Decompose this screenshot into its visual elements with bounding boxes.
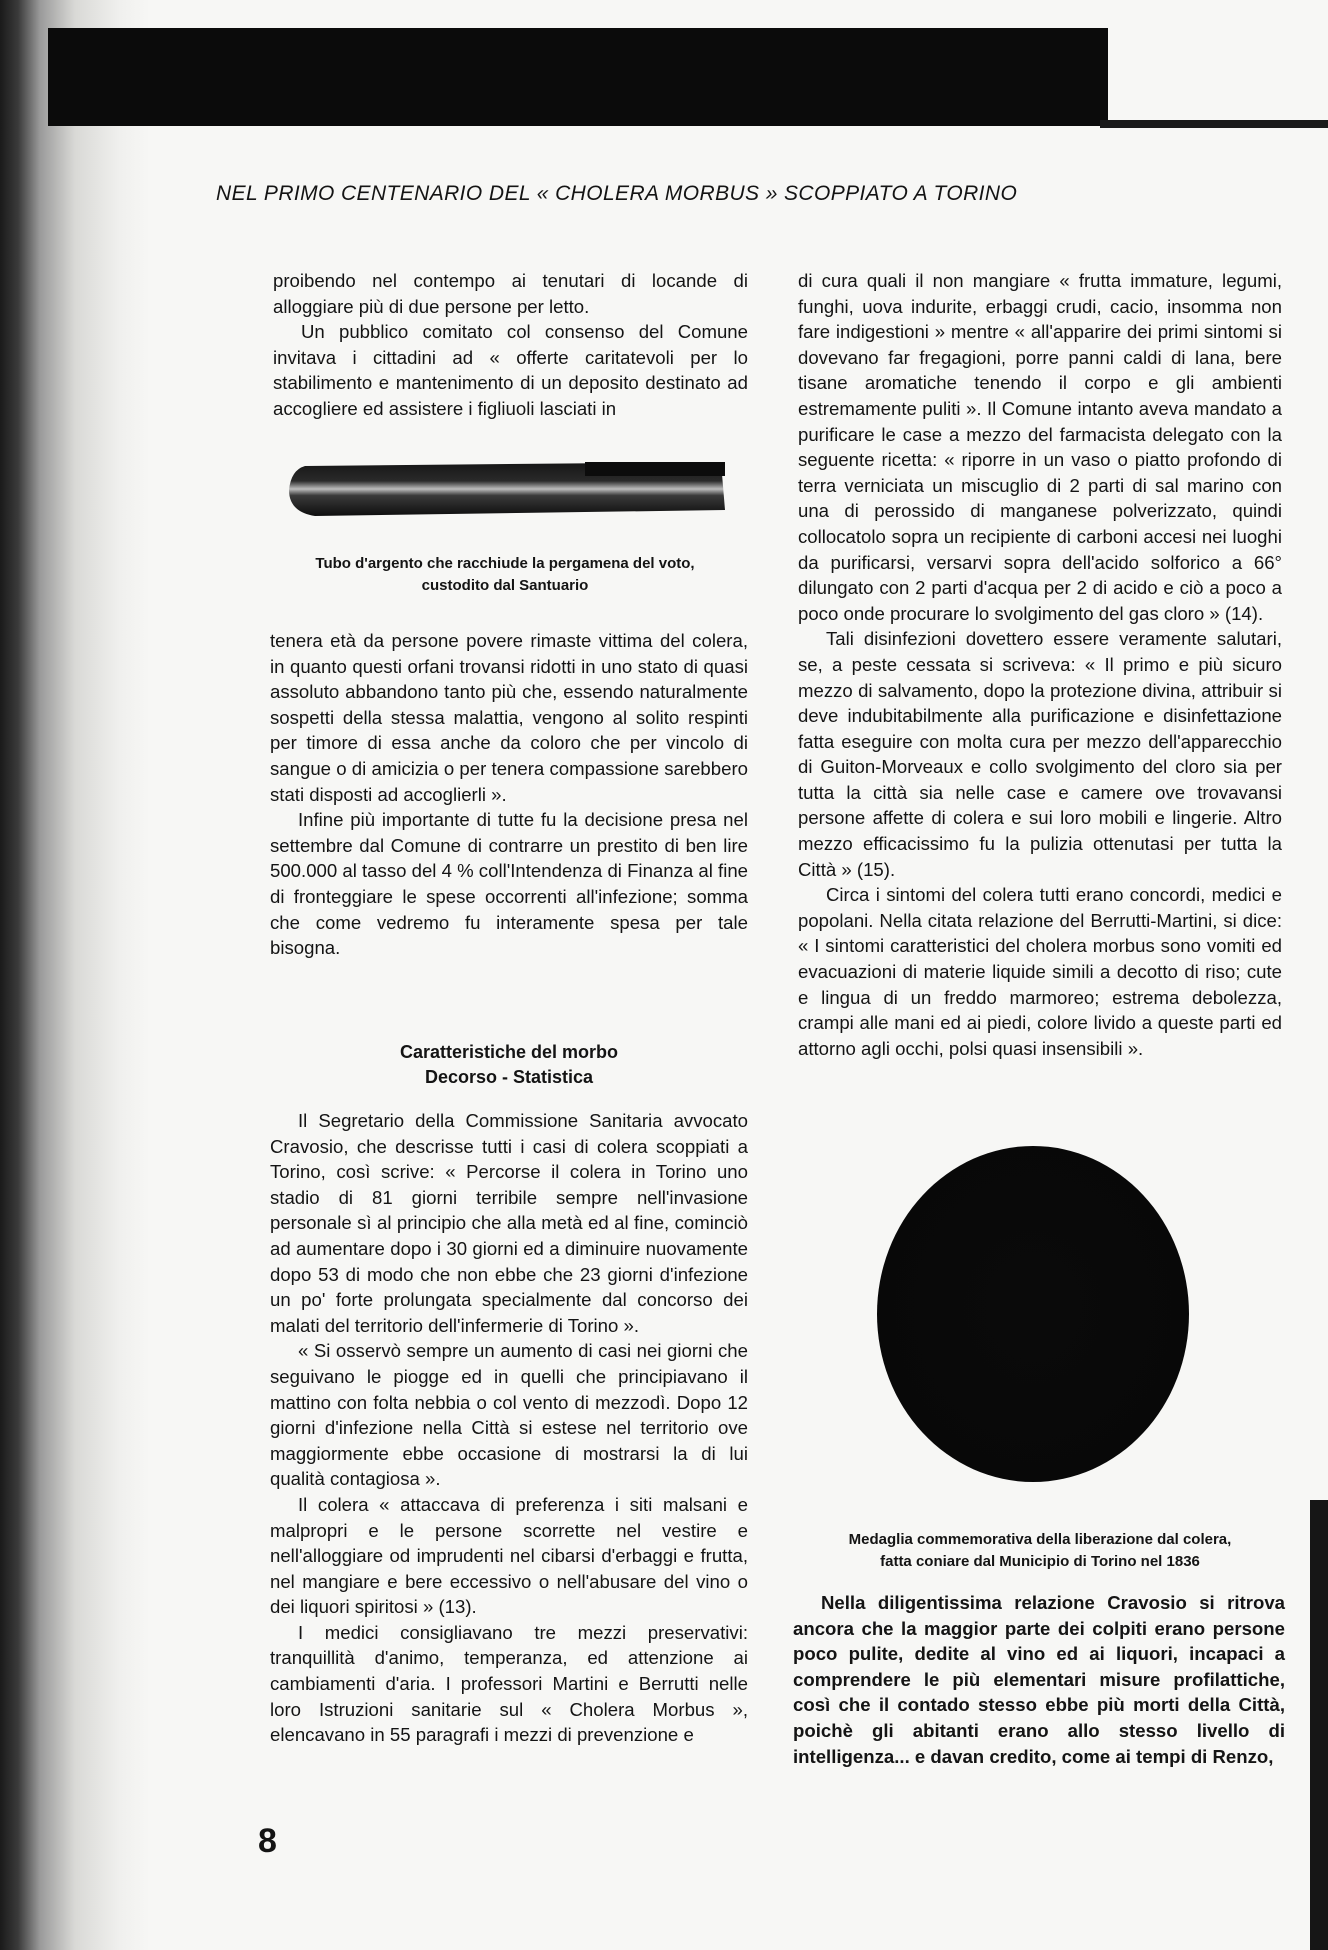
paragraph: I medici consigliavano tre mezzi preservativi: tranquillità d'animo, temperanza, ed attenzione ai cambiamenti d'aria. I professori Martini e Berrutti nelle loro Istruzioni sanitarie sul « Cholera Morbus », elencavano in 55 paragrafi i mezzi di prevenzione e	[270, 1621, 748, 1746]
section-heading-line: Caratteristiche del morbo	[399, 1042, 619, 1062]
silver-tube-photo	[285, 460, 729, 518]
paragraph: di cura quali il non mangiare « frutta immature, legumi, funghi, uova indurite, erbaggi crudi, cacio, insomma non fare indigestioni » mentre « all'apparire dei primi sintomi si dovevano far fregagioni, porre panni caldi di lana, bere tisane aromatiche tenendo il corpo e gli ambienti estremamente puliti ». Il Comune intanto aveva mandato a purificare le case a mezzo del farmacista delegato con la seguente ricetta: « riporre in un vaso o piatto profondo di terra verniciata un miscuglio di 2 parti di sal marino con una di perossido di manganese polverizzato, quindi collocatolo sopra un recipiente di carboni accesi nei luoghi da purificarsi, versarvi sopra dell'acido solforico a 66° dilungato con 2 parti d'acqua per 2 di acido e ciò a poco a poco onde procurare lo svolgimento del gas cloro » (14).	[798, 270, 1282, 624]
paragraph: « Si osservò sempre un aumento di casi nei giorni che seguivano le piogge ed in quelli che principiavano il mattino con folta nebbia o col vento di mezzodì. Dopo 12 giorni d'infezione nella Città si estese nel territorio ove maggiormente ebbe occasione di mostrarsi la di lui qualità contagiosa ».	[270, 1340, 748, 1490]
paragraph: Il colera « attaccava di preferenza i siti malsani e malpropri e le persone scorrette nel vestire e nell'alloggiare od imprudenti nel cibarsi d'erbaggi e frutta, nel mangiare e bere eccessivo o nell'abusare del vino o dei liquori spiritosi » (13).	[270, 1493, 748, 1618]
paragraph: Infine più importante di tutte fu la decisione presa nel settembre dal Comune di contrarre un prestito di ben lire 500.000 al tasso del 4 % coll'Intendenza di Finanza al fine di fronteggiare le spese occorrenti all'infezione; somma che come vedremo fu interamente spesa per tale bisogna.	[270, 809, 749, 959]
scan-top-border	[48, 28, 1108, 126]
caption-line: custodito dal Santuario	[421, 577, 589, 594]
left-column-top	[273, 268, 748, 422]
paragraph: Nella diligentissima relazione Cravosio si ritrova ancora che la maggior parte dei colpiti erano persone poco pulite, dedite al vino ed ai liquori, incapaci a comprendere le più elementari misure profilattiche, così che il contado stesso ebbe più morti della Città, poichè gli abitanti erano allo stesso livello di intelligenza... e davan credito, come ai tempi di Renzo,	[793, 1592, 1285, 1767]
paragraph: tenera età da persone povere rimaste vittima del colera, in quanto questi orfani trovansi ridotti in uno stato di quasi assoluto abbandono tanto più che, essendo naturalmente sospetti della stessa malattia, vengono al solito respinti per timore di essa anche da coloro che per vincolo di sangue o di amicizia o per tenera compassione sarebbero stati disposti ad accoglierli ».	[270, 630, 748, 805]
paragraph: Tali disinfezioni dovettero essere veramente salutari, se, a peste cessata si scriveva: « Il primo e più sicuro mezzo di salvamento, dopo la protezione divina, attribuir si deve indubitabilmente alla purificazione e disinfettazione fatta eseguire con molta cura per mezzo dell'apparecchio di Guiton-Morveaux e collo svolgimento del cloro sia per tutta la città sia nelle case e camere ove trovavansi persone affette di colera e sui loro mobili e lingerie. Altro mezzo efficacissimo fu la pulizia ottenutasi per tutta la Città » (15).	[798, 628, 1282, 880]
left-column-bottom	[270, 1108, 748, 1748]
scan-top-edge	[1100, 120, 1328, 166]
caption-line: fatta coniare dal Municipio di Torino nel 1836	[880, 1553, 1200, 1570]
tube-caption	[260, 553, 750, 597]
left-column-middle	[270, 628, 748, 961]
right-column-bottom	[793, 1590, 1285, 1769]
caption-line: Medaglia commemorativa della liberazione dal colera,	[848, 1531, 1232, 1548]
scan-left-shadow	[0, 0, 150, 1950]
section-heading	[270, 1040, 748, 1090]
paragraph: Un pubblico comitato col consenso del Comune invitava i cittadini ad « offerte caritatevoli per lo stabilimento e mantenimento di un deposito destinato ad accogliere ed assistere i figliuoli lasciati in	[273, 321, 748, 419]
page-number: 8	[258, 1822, 277, 1860]
right-column	[798, 268, 1282, 1061]
medal-caption	[790, 1529, 1290, 1573]
section-heading-line: Decorso - Statistica	[424, 1067, 594, 1087]
paragraph: proibendo nel contempo ai tenutari di locande di alloggiare più di due persone per letto.	[273, 270, 748, 317]
caption-line: Tubo d'argento che racchiude la pergamena del voto,	[315, 555, 695, 572]
commemorative-medal-photo	[877, 1146, 1189, 1482]
scan-right-edge	[1310, 1500, 1328, 1950]
paragraph: Circa i sintomi del colera tutti erano concordi, medici e popolani. Nella citata relazione del Berrutti-Martini, si dice: « I sintomi caratteristici del cholera morbus sono vomiti ed evacuazioni di materie liquide simili a decotto di riso; cute e lingua di un freddo marmoreo; estrema debolezza, crampi alle mani ed ai piedi, colore livido a queste parti ed attorno agli occhi, polsi quasi insensibili ».	[798, 884, 1282, 1059]
paragraph: Il Segretario della Commissione Sanitaria avvocato Cravosio, che descrisse tutti i casi di colera scoppiati a Torino, così scrive: « Percorse il colera in Torino uno stadio di 81 giorni terribile sempre nell'invasione personale sì al principio che alla metà ed al fine, cominciò ad aumentare dopo i 30 giorni ed a diminuire nuovamente dopo 53 di modo che non ebbe che 23 giorni d'infezione un po' forte prolungata specialmente dal concorso dei malati del territorio dell'infermerie di Torino ».	[270, 1110, 748, 1336]
running-header: NEL PRIMO CENTENARIO DEL « CHOLERA MORBUS » SCOPPIATO A TORINO	[216, 182, 1018, 205]
